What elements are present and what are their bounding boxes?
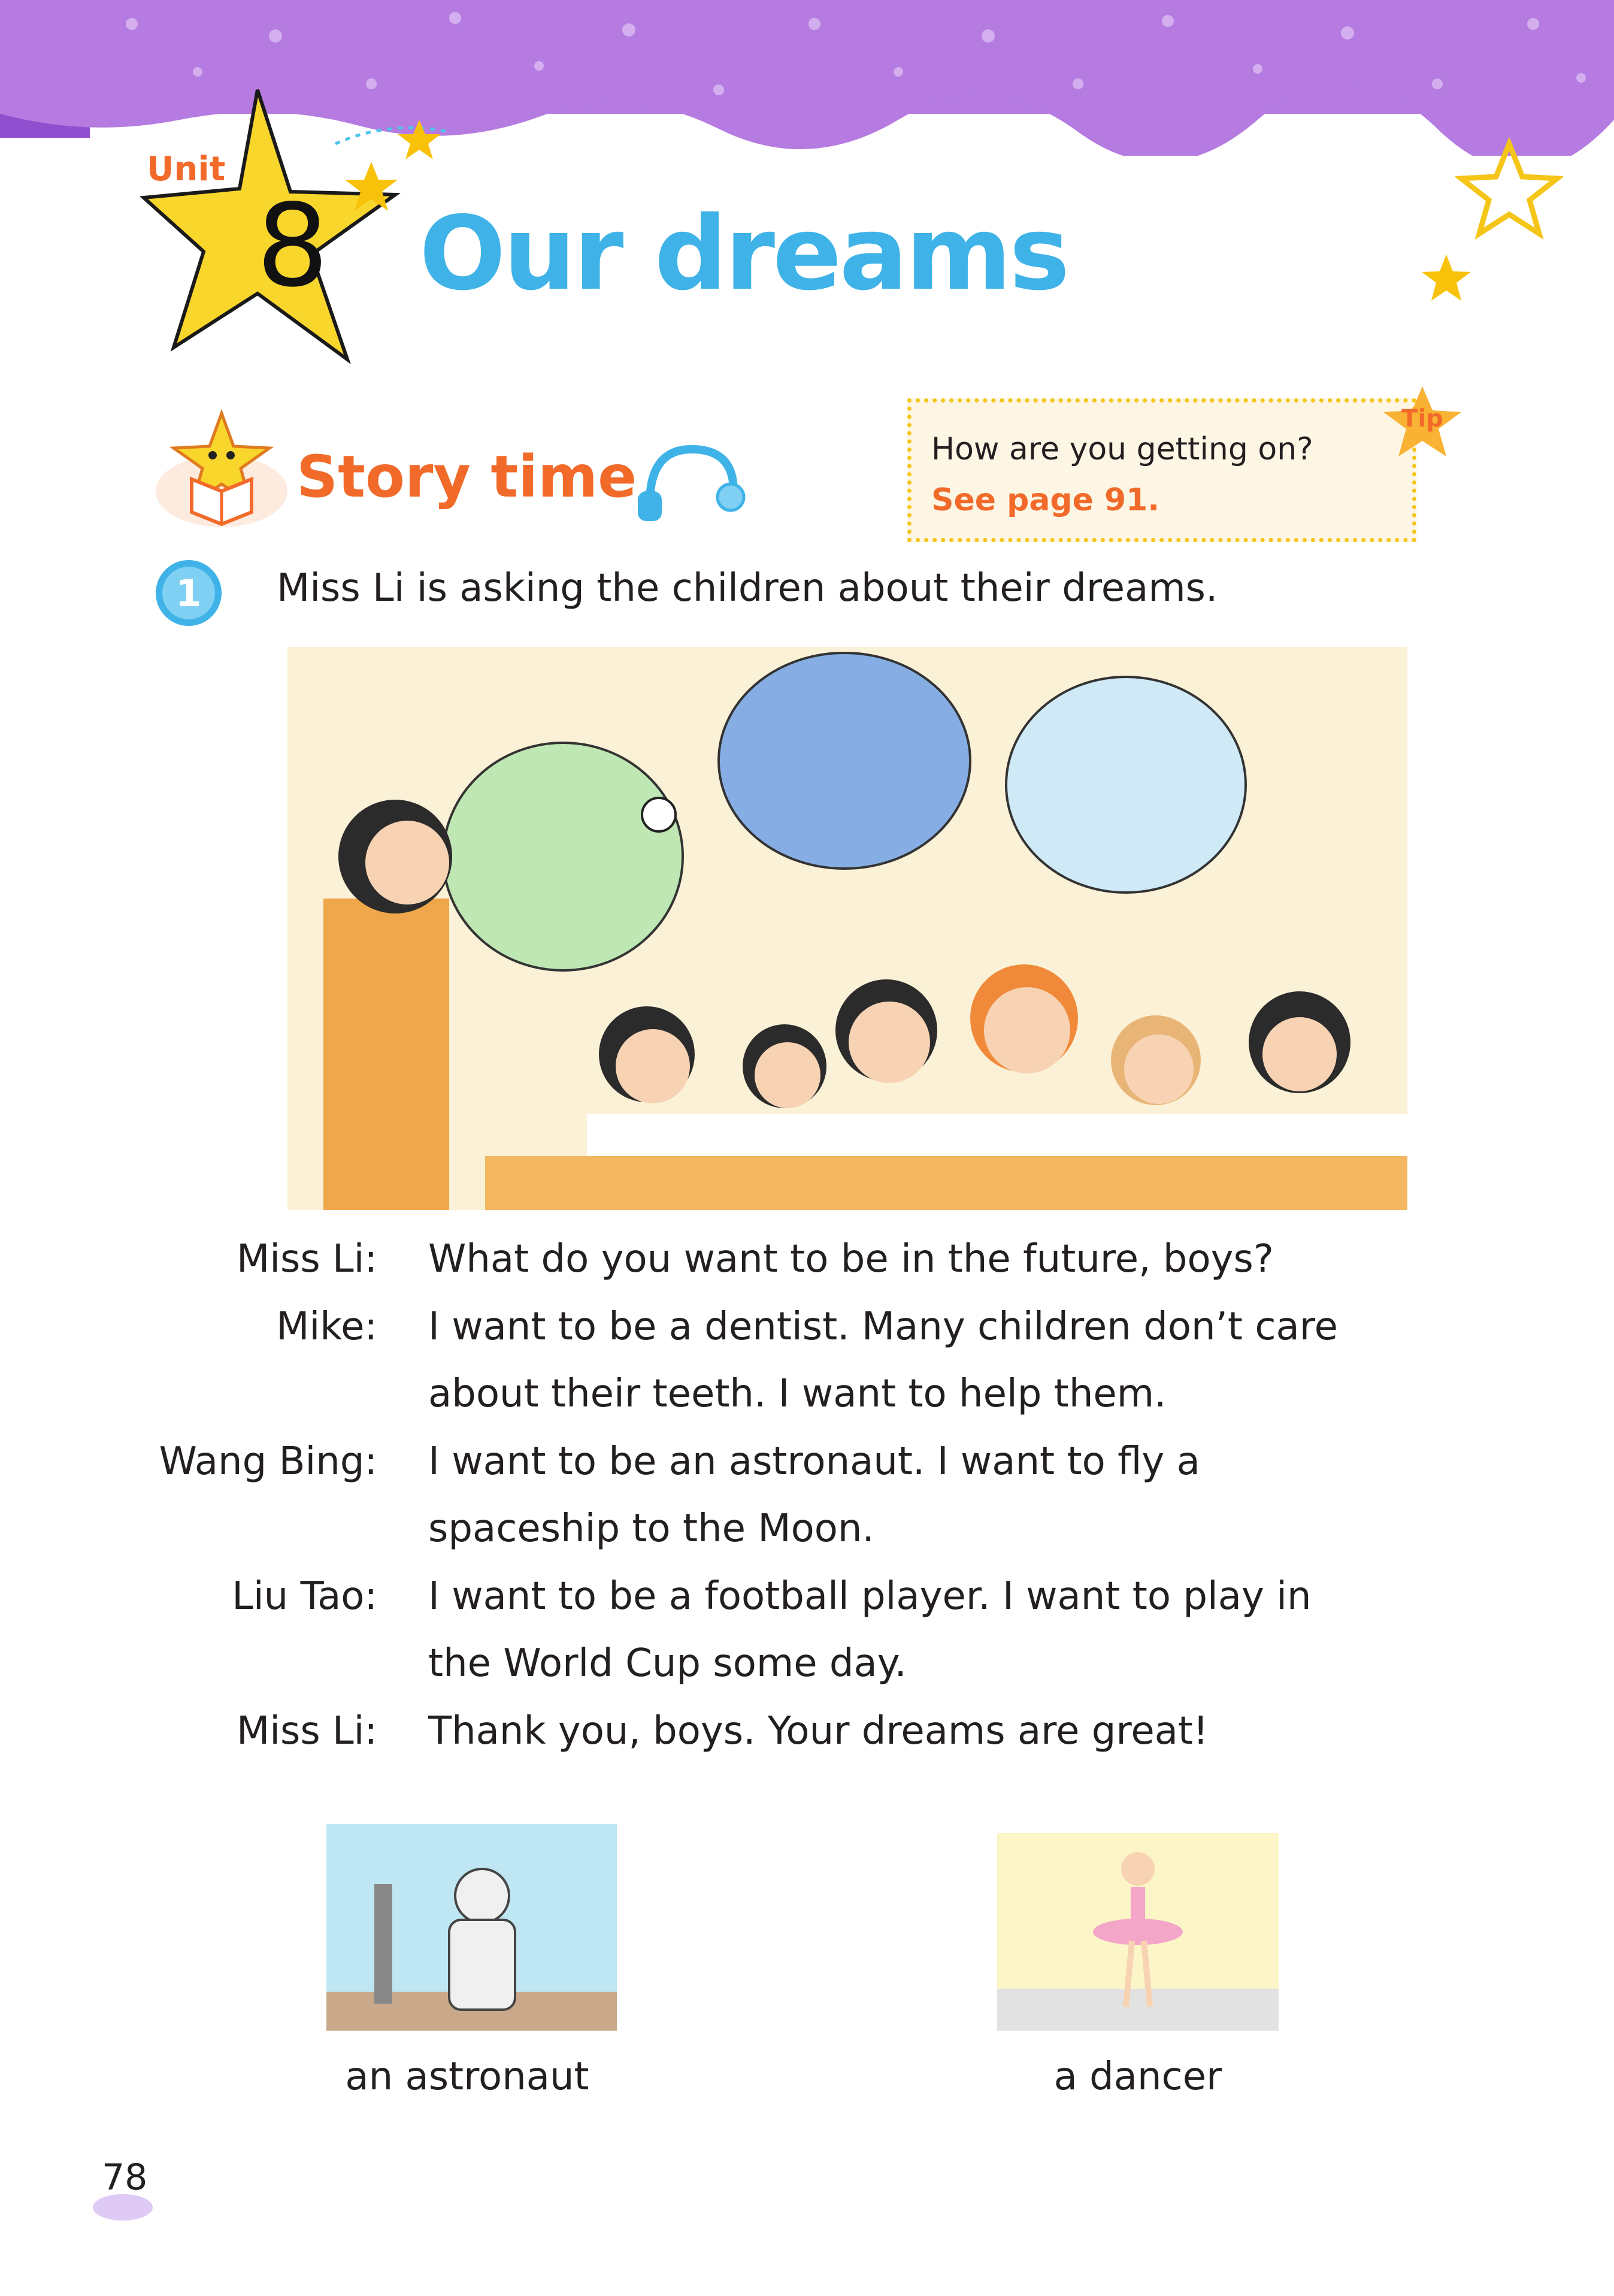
dialogue-line: I want to be a football player. I want to play in <box>428 1574 1312 1619</box>
astronaut-picture <box>326 1824 617 2031</box>
tip-box <box>907 398 1416 542</box>
dialogue-speaker: Mike: <box>276 1305 377 1349</box>
dialogue-line: I want to be a dentist. Many children don’t care <box>428 1305 1338 1349</box>
unit-label: Unit <box>147 150 226 189</box>
classroom-illustration <box>287 647 1407 1210</box>
tip-question: How are you getting on? <box>931 431 1313 467</box>
exercise-number-badge <box>153 557 225 629</box>
unit-title: Our dreams <box>419 195 1068 313</box>
dialogue-speaker: Miss Li: <box>236 1237 377 1281</box>
tip-badge-label: Tip <box>1401 405 1443 432</box>
section-label: Story time <box>296 443 637 510</box>
headphone-icon[interactable] <box>626 431 746 527</box>
dialogue-line: about their teeth. I want to help them. <box>428 1372 1167 1416</box>
vocabulary-caption: an astronaut <box>345 2055 589 2099</box>
page-number: 78 <box>102 2156 148 2198</box>
vocabulary-caption: a dancer <box>1053 2055 1222 2099</box>
tip-page-reference[interactable]: See page 91. <box>931 482 1160 518</box>
dancer-picture <box>997 1833 1279 2031</box>
exercise-number: 1 <box>175 571 202 615</box>
dialogue-speaker: Liu Tao: <box>232 1574 377 1619</box>
star-book-icon <box>156 401 287 533</box>
dialogue-line: Thank you, boys. Your dreams are great! <box>428 1709 1209 1753</box>
unit-number: 8 <box>256 180 329 312</box>
small-star-icon <box>1419 252 1473 305</box>
exercise-intro: Miss Li is asking the children about their dreams. <box>277 566 1218 610</box>
dialogue-line: spaceship to the Moon. <box>428 1507 874 1551</box>
dialogue-speaker: Wang Bing: <box>159 1439 377 1484</box>
dialogue-speaker: Miss Li: <box>236 1709 377 1753</box>
dialogue-line: I want to be an astronaut. I want to fly a <box>428 1439 1200 1484</box>
outline-star-icon <box>1455 138 1563 240</box>
dialogue-line: the World Cup some day. <box>428 1641 907 1686</box>
tip-badge <box>1377 383 1467 461</box>
dialogue-line: What do you want to be in the future, boys? <box>428 1237 1274 1281</box>
